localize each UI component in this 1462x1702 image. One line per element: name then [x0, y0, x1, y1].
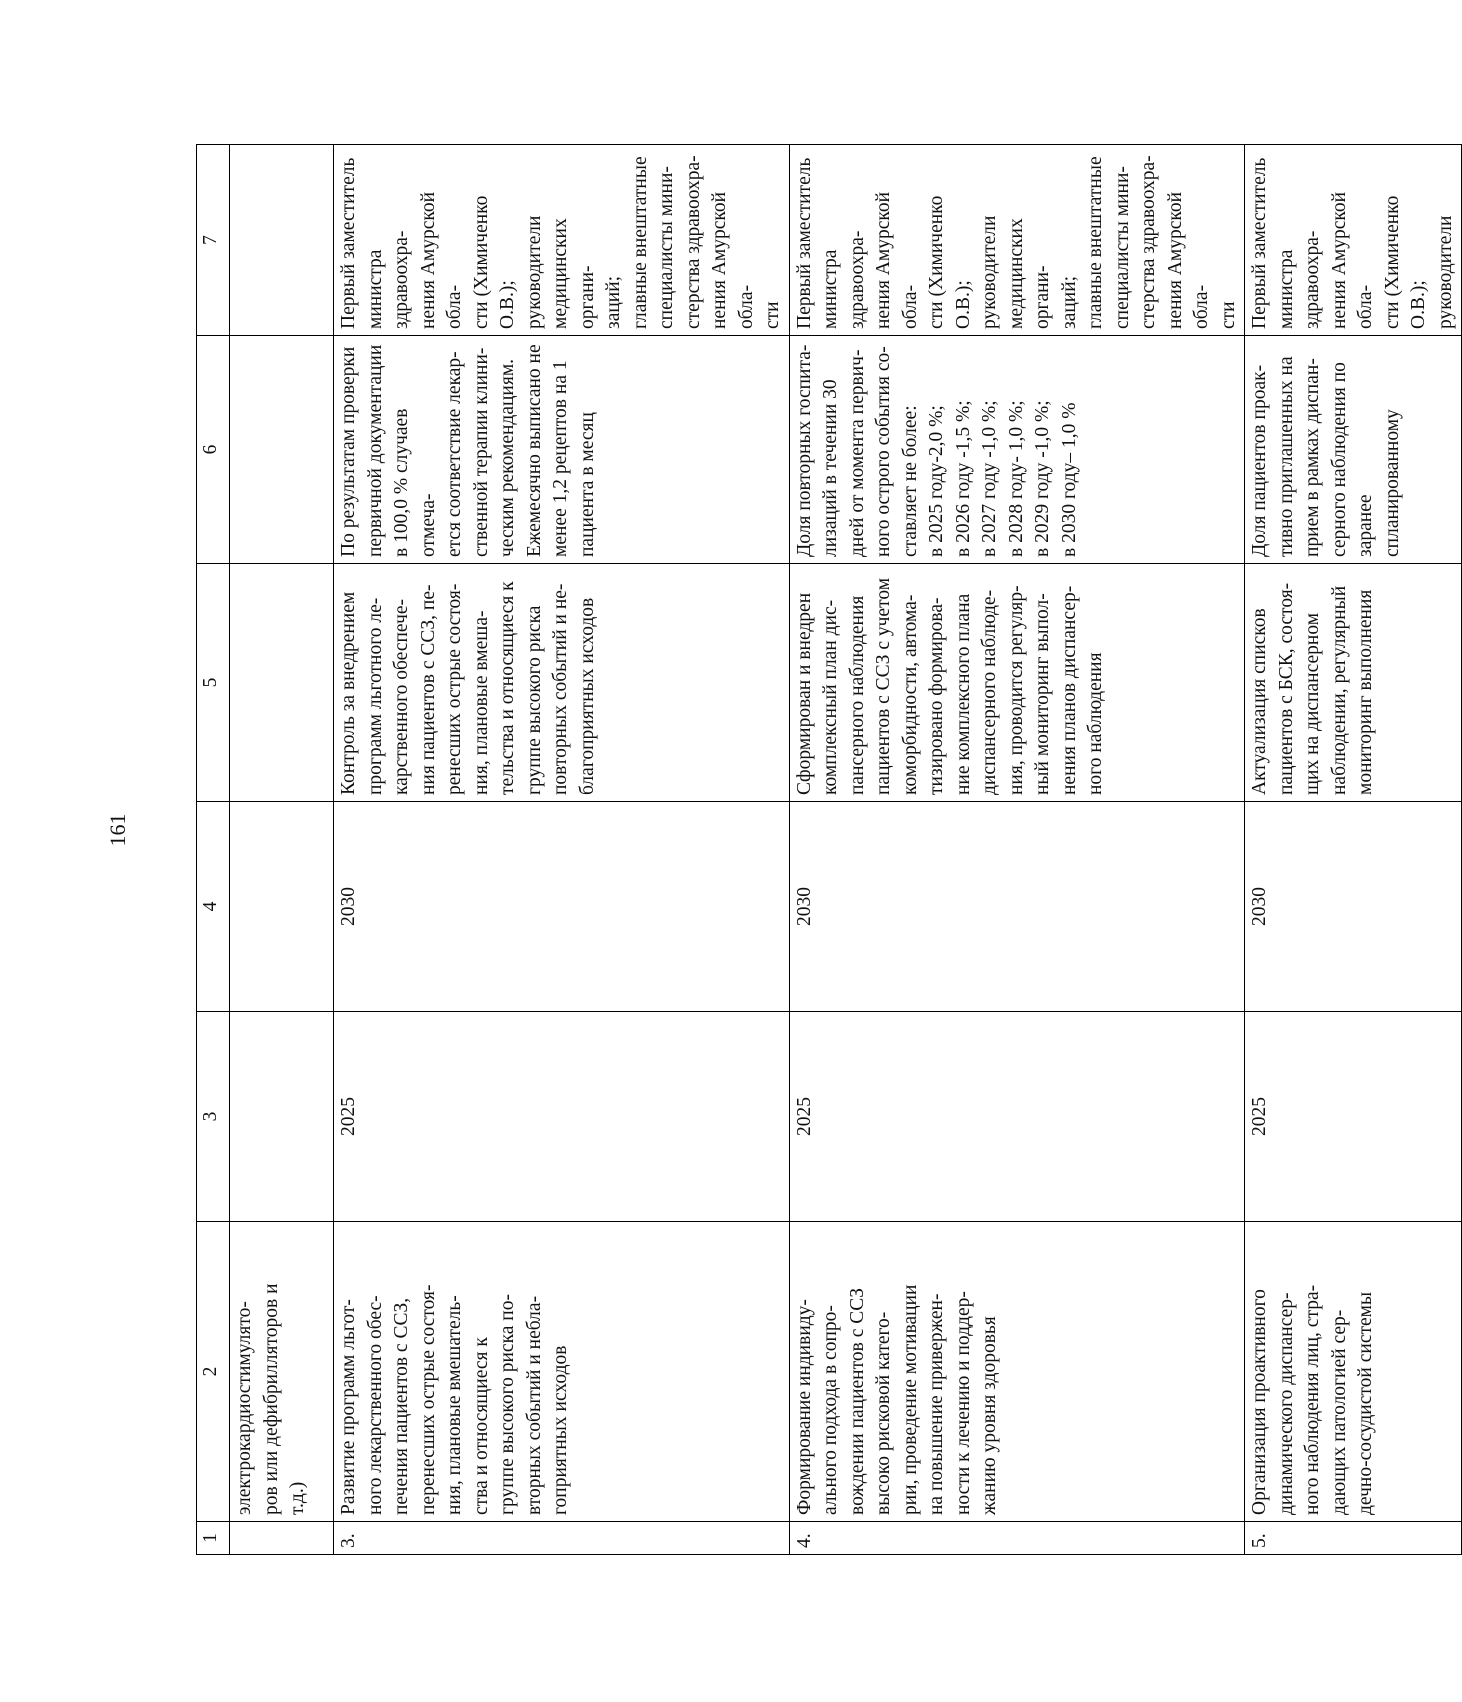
- indicator-cell: [230, 336, 334, 564]
- result-cell: Сформирован и внедрен комплексный план дис- пансерного наблюдения пациентов с ССЗ с учетом коморбидности, автома- тизировано формирова- ние комплексного плана диспансерного наблюде- ния, проводится регуляр- ный мониторинг выпол- нения планов диспансер- ного наблюдения: [789, 564, 1245, 802]
- end-year-cell: 2030: [334, 802, 790, 1012]
- measure-cell: Организация проактивного динамического диспансер- ного наблюдения лиц, стра- дающих патологией сер- дечно-сосудистой системы: [1245, 1222, 1462, 1522]
- table-row: [789, 145, 1245, 1555]
- responsible-cell: Первый заместитель министра здравоохра- нения Амурской обла- сти (Химиченко О.В.); руководители: [1245, 145, 1462, 336]
- result-cell: Актуализация списков пациентов с БСК, состоя- щих на диспансерном наблюдении, регулярный мониторинг выполнения: [1245, 564, 1462, 802]
- header-cell: 1: [197, 1522, 230, 1555]
- rotated-page-content: [196, 145, 1456, 1555]
- table-row: [230, 145, 334, 1555]
- page-number: 161: [105, 813, 130, 847]
- indicator-cell: Доля повторных госпита- лизаций в течении 30 дней от момента первич- ного острого события со- ставляет не более: в 2025 году-2,0 %; в 2026 году -1,5 %; в 2027 году -1,0 %; в 2028 году- 1,0 %; в 2029 году -1,0 %; в 2030 году– 1,0 %: [789, 336, 1245, 564]
- end-year-cell: [230, 802, 334, 1012]
- header-cell: 5: [197, 564, 230, 802]
- responsible-cell: [230, 145, 334, 336]
- measure-cell: Развитие программ льгот- ного лекарственного обес- печения пациентов с ССЗ, перенесших острые состоя- ния, плановые вмешатель- ства и относящиеся к группе высокого риска по- вторных событий и небла- гоприятных исходов: [334, 1222, 790, 1522]
- header-cell: 7: [197, 145, 230, 336]
- end-year-cell: 2030: [789, 802, 1245, 1012]
- header-cell: 4: [197, 802, 230, 1012]
- row-number: 4.: [789, 1522, 1245, 1555]
- result-cell: [230, 564, 334, 802]
- row-number: [230, 1522, 334, 1555]
- start-year-cell: 2025: [334, 1012, 790, 1222]
- header-cell: 3: [197, 1012, 230, 1222]
- responsible-cell: Первый заместитель министра здравоохра- нения Амурской обла- сти (Химиченко О.В.); руководители медицинских органи- заций; главные внештатные специалисты мини- стерства здравоохра- нения Амурской обла- сти: [789, 145, 1245, 336]
- row-number: 5.: [1245, 1522, 1462, 1555]
- header-cell: 6: [197, 336, 230, 564]
- measure-cell: Формирование индивиду- ального подхода в сопро- вождении пациентов с ССЗ высоко рисковой катего- рии, проведение мотивации на повышение привержен- ности к лечению и поддер- жанию уровня здоровья: [789, 1222, 1245, 1522]
- start-year-cell: 2025: [789, 1012, 1245, 1222]
- responsible-cell: Первый заместитель министра здравоохра- нения Амурской обла- сти (Химиченко О.В.); руководители медицинских органи- заций; главные внештатные специалисты мини- стерства здравоохра- нения Амурской обла- сти: [334, 145, 790, 336]
- start-year-cell: 2025: [1245, 1012, 1462, 1222]
- indicator-cell: Доля пациентов проак- тивно приглашенных на прием в рамках диспан- серного наблюдения по заранее спланированному: [1245, 336, 1462, 564]
- end-year-cell: 2030: [1245, 802, 1462, 1012]
- header-cell: 2: [197, 1222, 230, 1522]
- table-row: [334, 145, 790, 1555]
- row-number: 3.: [334, 1522, 790, 1555]
- table-row: [1245, 145, 1462, 1555]
- result-cell: Контроль за внедрением программ льготного ле- карственного обеспече- ния пациентов с ССЗ, пе- ренесших острые состоя- ния, плановые вмеша- тельства и относящиеся к группе высокого риска повторных событий и не- благоприятных исходов: [334, 564, 790, 802]
- header-row: [197, 145, 230, 1555]
- indicator-cell: По результатам проверки первичной документации в 100,0 % случаев отмеча- ется соответствие лекар- ственной терапии клини- ческим рекомендациям. Ежемесячно выписано не менее 1,2 рецептов на 1 пациента в месяц: [334, 336, 790, 564]
- action-plan-table: [196, 144, 1462, 1555]
- start-year-cell: [230, 1012, 334, 1222]
- measure-cell: электрокардиостимулято- ров или дефибрилляторов и т.д.): [230, 1222, 334, 1522]
